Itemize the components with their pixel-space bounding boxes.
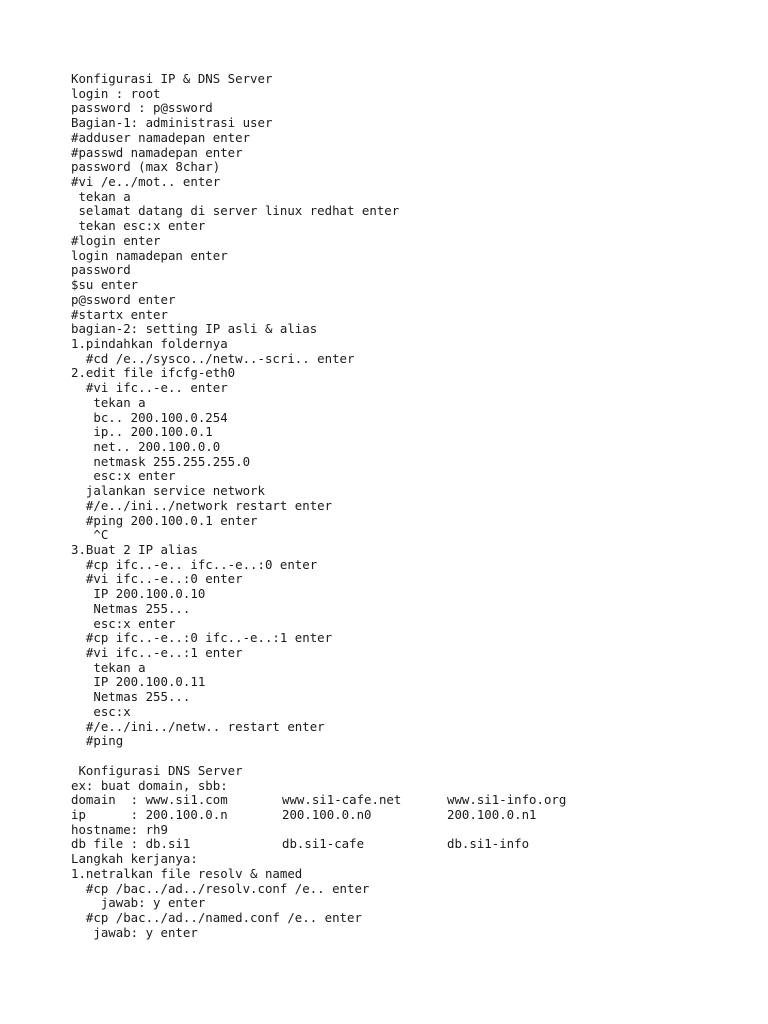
text-line: Langkah kerjanya: [71, 851, 198, 867]
text-line: #vi /e../mot.. enter [71, 174, 221, 190]
text-line: tekan esc:x enter [71, 218, 206, 234]
config-section-ip [71, 72, 731, 793]
text-line: net.. 200.100.0.0 [71, 438, 221, 454]
text-line: Netmas 255... [71, 600, 191, 616]
text-line: Netmas 255... [71, 689, 191, 705]
text-line: #startx enter [71, 306, 168, 322]
text-line: #vi ifc..-e..:0 enter [71, 571, 243, 587]
text-line: #cd /e../sysco../netw..-scri.. enter [71, 350, 355, 366]
ip-row-col1: ip : 200.100.0.n [71, 806, 228, 822]
text-line: #login enter [71, 232, 161, 248]
text-line: 3.Buat 2 IP alias [71, 542, 198, 557]
ip-row [71, 808, 731, 823]
text-line: #adduser namadepan enter [71, 129, 251, 145]
text-line: ip.. 200.100.0.1 [71, 424, 213, 440]
text-line: IP 200.100.0.11 [71, 674, 206, 690]
text-line: 1.pindahkan foldernya [71, 335, 228, 351]
text-line: tekan a [71, 659, 146, 675]
text-line: password [71, 262, 131, 278]
text-line: #cp /bac../ad../named.conf /e.. enter [71, 909, 362, 925]
text-line: #cp ifc..-e..:0 ifc..-e..:1 enter [71, 630, 333, 646]
dbfile-row-col3: db.si1-info [447, 836, 530, 852]
text-line: #ping [71, 733, 124, 749]
text-line: password : p@ssword [71, 100, 213, 116]
text-line: $su enter [71, 277, 139, 293]
dbfile-row [71, 837, 731, 852]
text-line: esc:x enter [71, 468, 176, 484]
text-line: #vi ifc..-e.. enter [71, 380, 228, 396]
dbfile-row-col2: db.si1-cafe [282, 836, 365, 852]
text-line: #vi ifc..-e..:1 enter [71, 645, 243, 661]
text-line: selamat datang di server linux redhat enter [71, 203, 400, 219]
text-line: netmask 255.255.255.0 [71, 453, 251, 469]
text-line [71, 749, 731, 764]
text-line: bc.. 200.100.0.254 [71, 409, 228, 425]
text-line: login : root [71, 85, 161, 101]
text-line: #ping 200.100.0.1 enter [71, 512, 258, 528]
text-line: p@ssword enter [71, 291, 176, 307]
text-line: #cp /bac../ad../resolv.conf /e.. enter [71, 880, 370, 896]
text-line: ^C [71, 527, 109, 543]
config-section-dns [71, 852, 731, 940]
document-text [71, 72, 731, 940]
text-line: ex: buat domain, sbb: [71, 777, 228, 793]
ip-row-col3: 200.100.0.n1 [447, 806, 537, 822]
text-line: jalankan service network [71, 483, 265, 499]
text-line: Bagian-1: administrasi user [71, 115, 273, 131]
domain-row [71, 793, 731, 808]
text-line: jawab: y enter [71, 895, 206, 911]
text-line: login namadepan enter [71, 247, 228, 263]
text-line: tekan a [71, 188, 131, 204]
text-line: bagian-2: setting IP asli & alias [71, 321, 318, 337]
text-line: Konfigurasi IP & DNS Server [71, 71, 273, 86]
text-line: #/e../ini../netw.. restart enter [71, 718, 325, 734]
text-line: #cp ifc..-e.. ifc..-e..:0 enter [71, 556, 318, 572]
domain-row-col2: www.si1-cafe.net [282, 792, 402, 808]
text-line: IP 200.100.0.10 [71, 586, 206, 602]
text-line: 2.edit file ifcfg-eth0 [71, 365, 236, 381]
text-line: #passwd namadepan enter [71, 144, 243, 160]
text-line: Konfigurasi DNS Server [71, 762, 243, 778]
text-line: tekan a [71, 394, 146, 410]
dbfile-row-col1: db file : db.si1 [71, 836, 191, 852]
text-line: esc:x enter [71, 615, 176, 631]
hostname-row: hostname: rh9 [71, 821, 168, 837]
domain-row-col1: domain : www.si1.com [71, 792, 228, 808]
domain-row-col3: www.si1-info.org [447, 792, 567, 808]
text-line: jawab: y enter [71, 924, 198, 940]
ip-row-col2: 200.100.0.n0 [282, 806, 372, 822]
text-line: #/e../ini../network restart enter [71, 497, 333, 513]
text-line: password (max 8char) [71, 159, 221, 175]
text-line: esc:x [71, 703, 131, 719]
text-line: 1.netralkan file resolv & named [71, 865, 303, 881]
